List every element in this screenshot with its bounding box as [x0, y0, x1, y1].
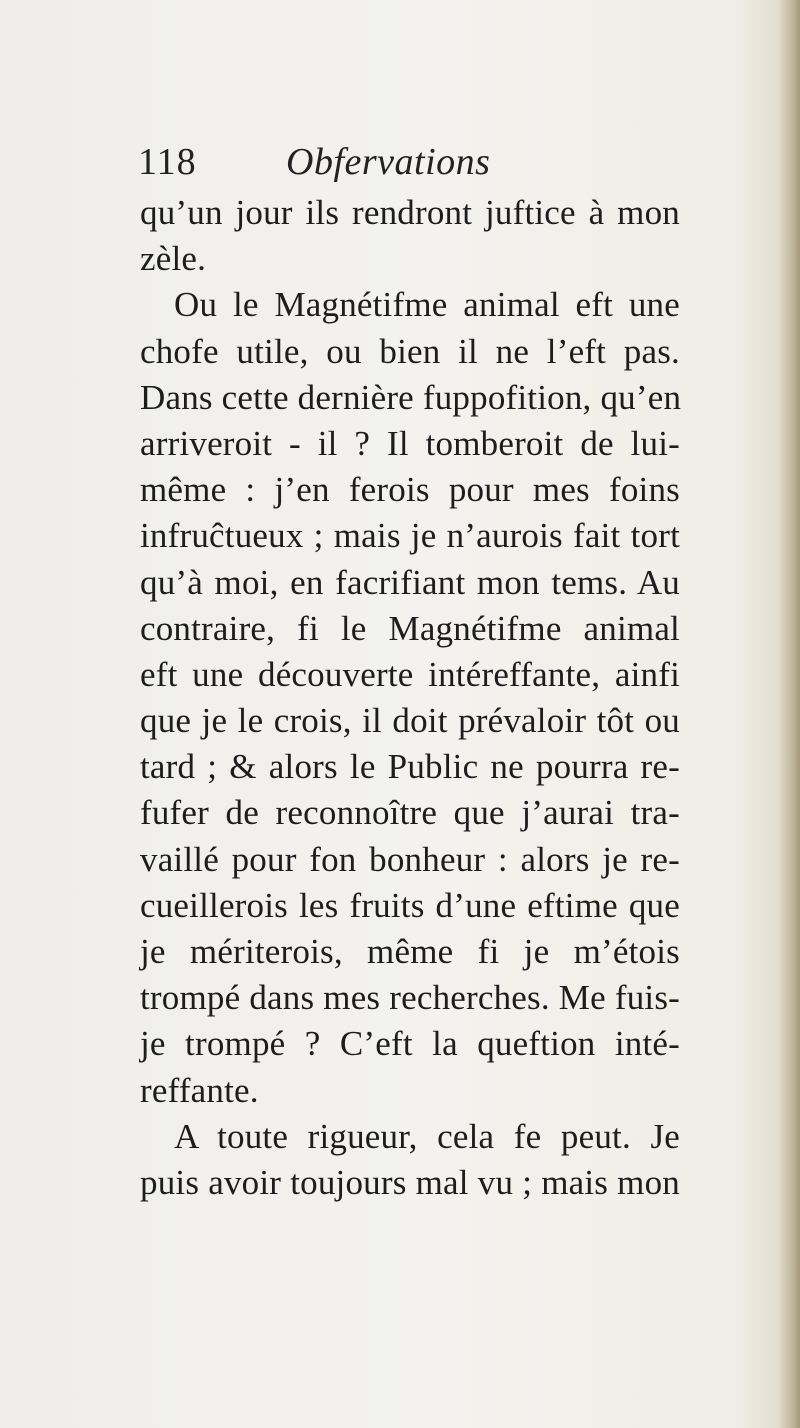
text-line: infruĉtueux ; mais je n’aurois fait tort [140, 516, 680, 556]
text-line: même : j’en ferois pour mes foins [140, 470, 680, 510]
page-edge-shadow [778, 0, 800, 1428]
text-line: trompé dans mes recherches. Me fuis- [140, 978, 680, 1018]
text-line: puis avoir toujours mal vu ; mais mon [140, 1162, 680, 1202]
text-line: arriveroit - il ? Il tomberoit de lui- [140, 423, 680, 463]
text-line: eft une découverte intéreffante, ainfi [140, 654, 680, 694]
paragraph-start-line: A toute rigueur, cela fe peut. Je [174, 1116, 680, 1156]
paragraph-start-line: Ou le Magnétifme animal eft une [174, 285, 680, 325]
page-header [138, 140, 698, 192]
text-line: tard ; & alors le Public ne pourra re- [140, 747, 680, 787]
page-number: 118 [138, 141, 197, 183]
running-title: Obfervations [286, 141, 491, 183]
text-line: qu’à moi, en facrifiant mon tems. Au [140, 562, 680, 602]
text-line: je trompé ? C’eft la queftion inté- [140, 1024, 680, 1064]
text-line: fufer de reconnoître que j’aurai tra- [140, 793, 680, 833]
text-line: reffante. [140, 1070, 259, 1110]
text-line: zèle. [140, 239, 207, 279]
body-text [140, 190, 680, 1206]
text-line: qu’un jour ils rendront juftice à mon [140, 193, 680, 232]
text-line: cueillerois les fruits d’une eftime que [140, 885, 680, 925]
text-line: je mériterois, même fi je m’étois [140, 932, 680, 971]
text-line: contraire, fi le Magnétifme animal [140, 608, 680, 648]
text-line: chofe utile, ou bien il ne l’eft pas. [140, 331, 680, 371]
text-line: Dans cette dernière fuppofition, qu’en [140, 377, 682, 417]
text-line: que je le crois, il doit prévaloir tôt ou [140, 701, 680, 741]
text-line: vaillé pour fon bonheur : alors je re- [140, 839, 680, 879]
